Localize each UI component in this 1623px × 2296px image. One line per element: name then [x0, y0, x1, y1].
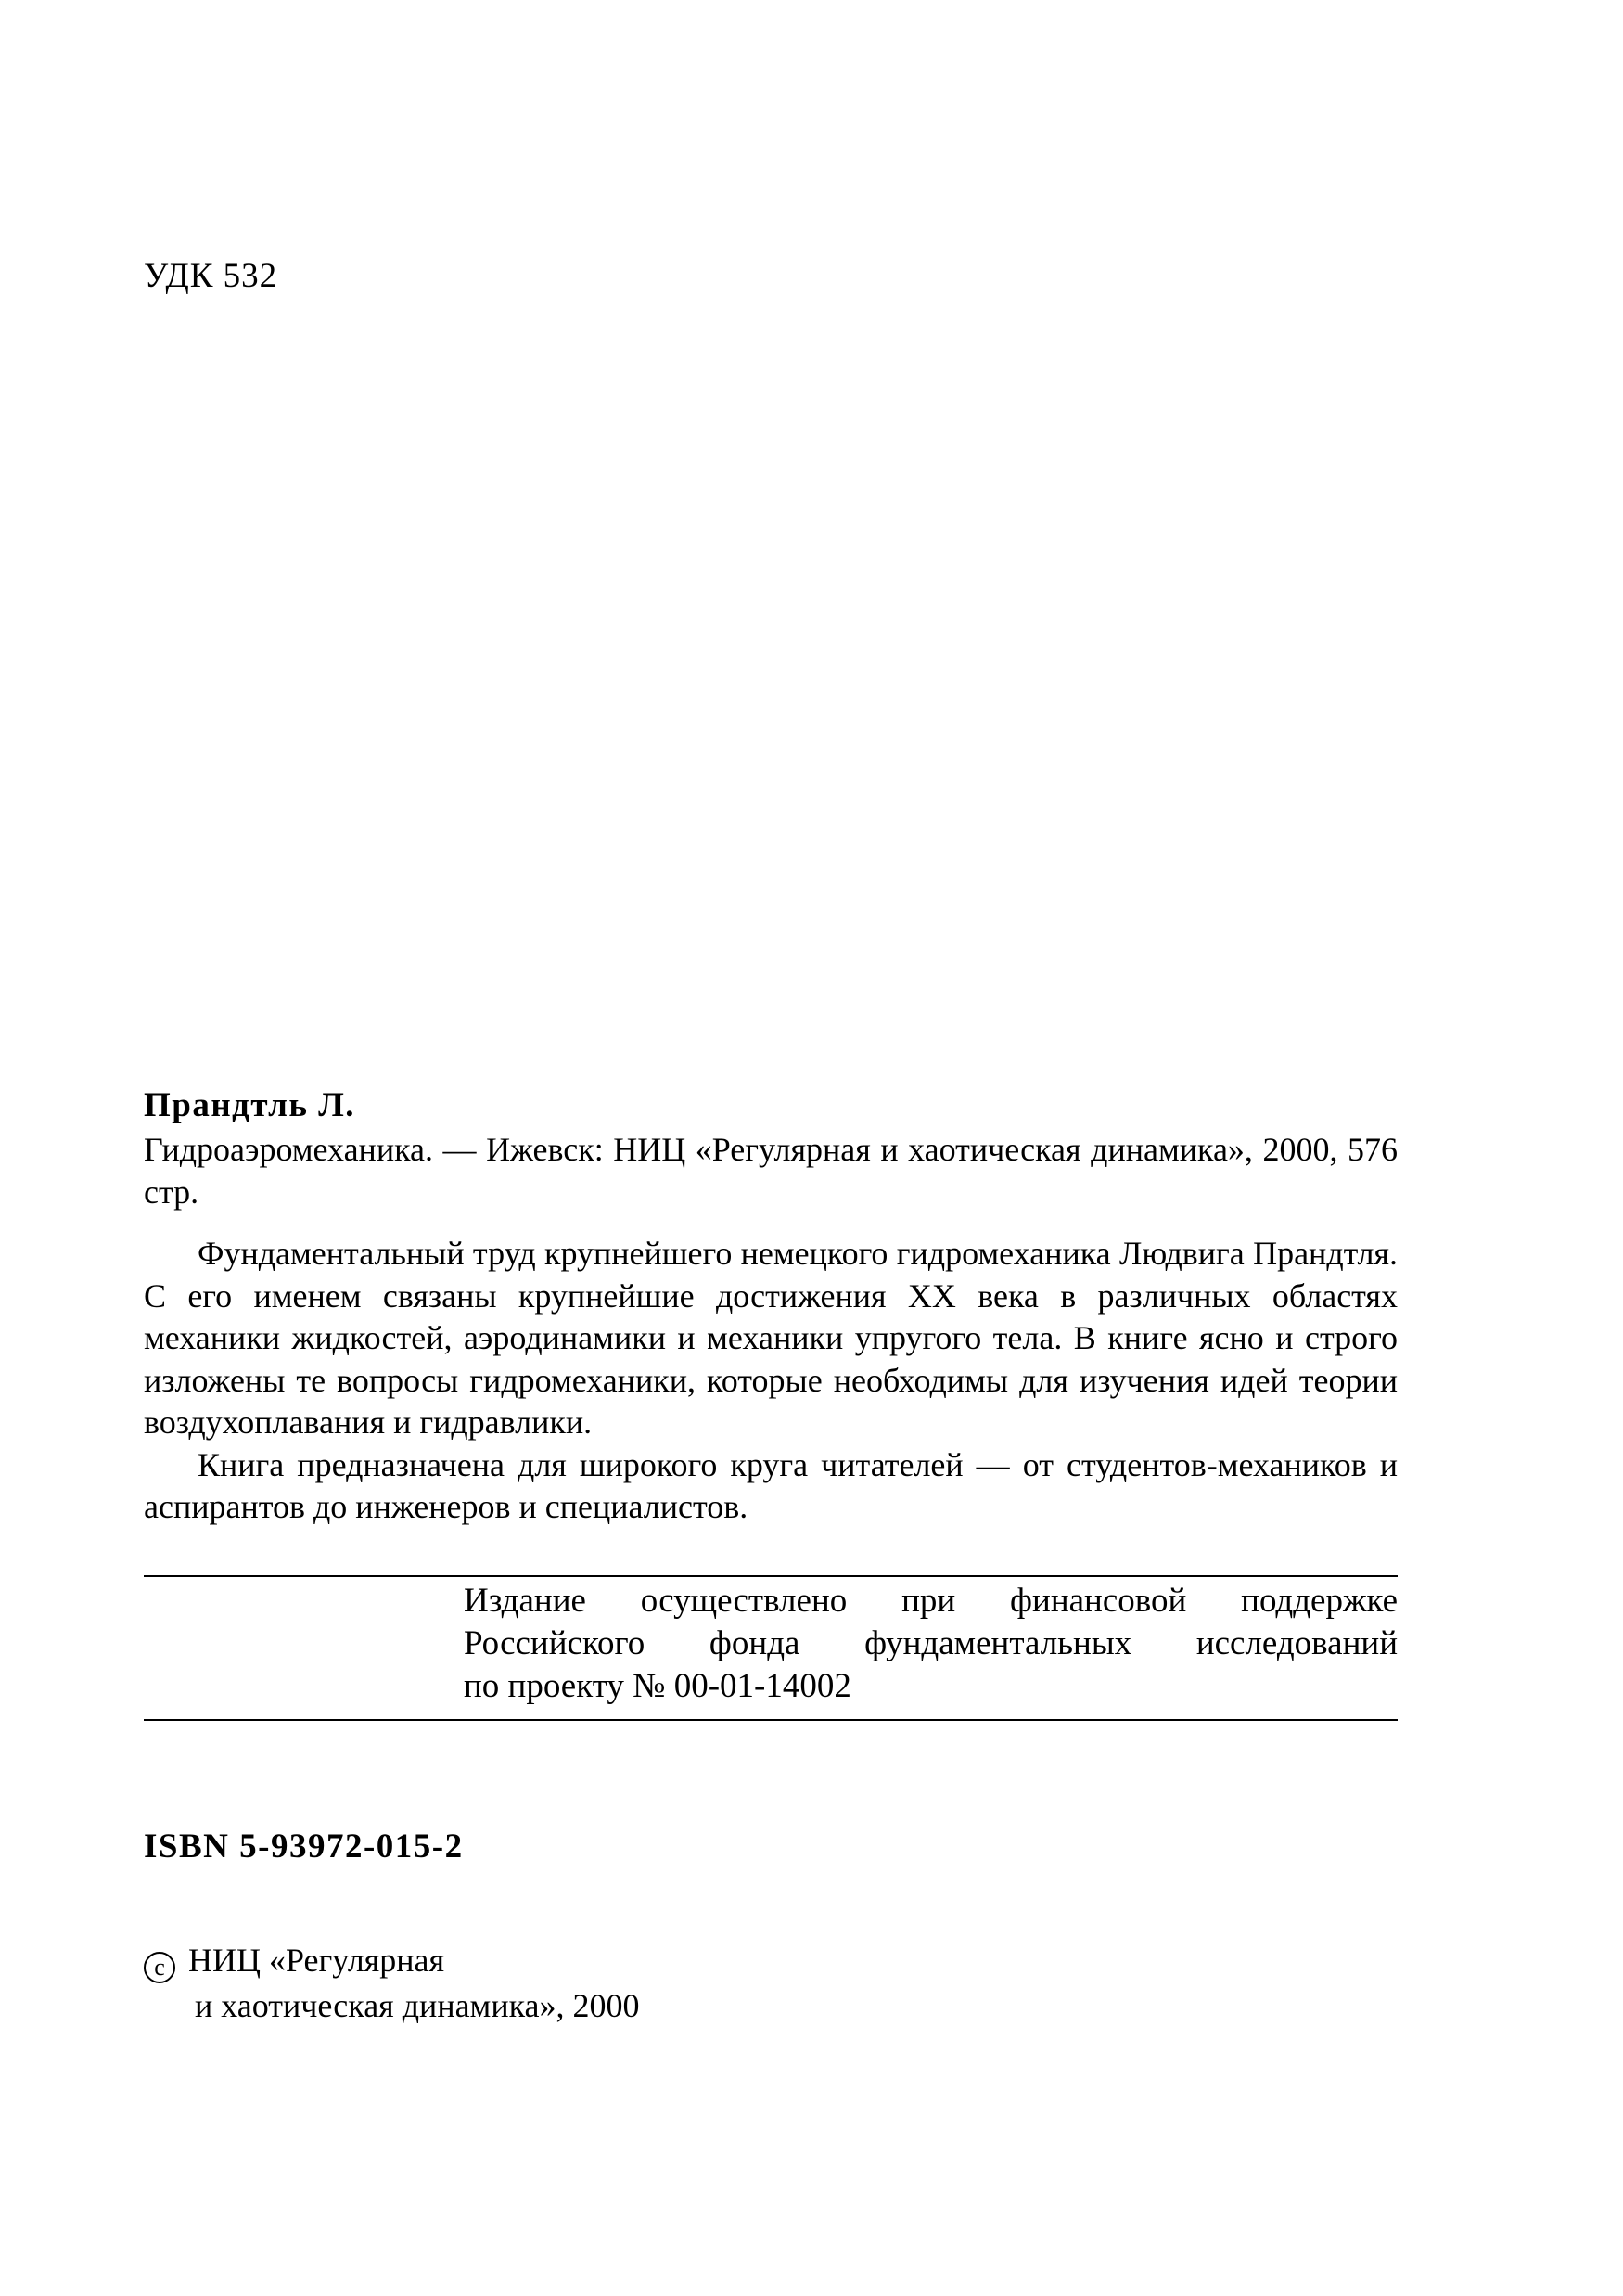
- copyright-line-2: и хаотическая динамика», 2000: [195, 1987, 640, 2024]
- grant-line-2: Российского фонда фундаментальных исследований: [464, 1624, 1398, 1662]
- annotation: [144, 1233, 1398, 1529]
- grant-line-3: по проекту № 00-01-14002: [464, 1667, 851, 1705]
- annotation-paragraph-1: Фундаментальный труд крупнейшего немецкого гидромеханика Людвига Прандтля. С его именем связаны крупнейшие достижения XX века в различных областях механики жидкостей, аэродинамики и механики упругого тела. В книге ясно и строго изложены те вопросы гидромеханики, которые необходимы для изучения идей теории воздухоплавания и гидравлики.: [144, 1235, 1398, 1441]
- copyright-line-1: НИЦ «Регулярная: [188, 1942, 445, 1979]
- copyright-icon: c: [144, 1952, 175, 1983]
- grant-notice: [464, 1580, 1398, 1708]
- copyright-notice: [144, 1938, 640, 2029]
- bibliographic-entry: Гидроаэромеханика. — Ижевск: НИЦ «Регулярная и хаотическая динамика», 2000, 576 стр.: [144, 1131, 1398, 1211]
- isbn: ISBN 5-93972-015-2: [144, 1828, 464, 1866]
- grant-line-1: Издание осуществлено при финансовой поддержке: [464, 1582, 1398, 1620]
- author-name: Прандтль Л.: [144, 1086, 356, 1124]
- annotation-paragraph-2: Книга предназначена для широкого круга читателей — от студентов-механиков и аспирантов до инженеров и специалистов.: [144, 1445, 1398, 1525]
- udk-code: УДК 532: [144, 257, 278, 295]
- bottom-rule: [144, 1719, 1398, 1721]
- top-rule: [144, 1575, 1398, 1577]
